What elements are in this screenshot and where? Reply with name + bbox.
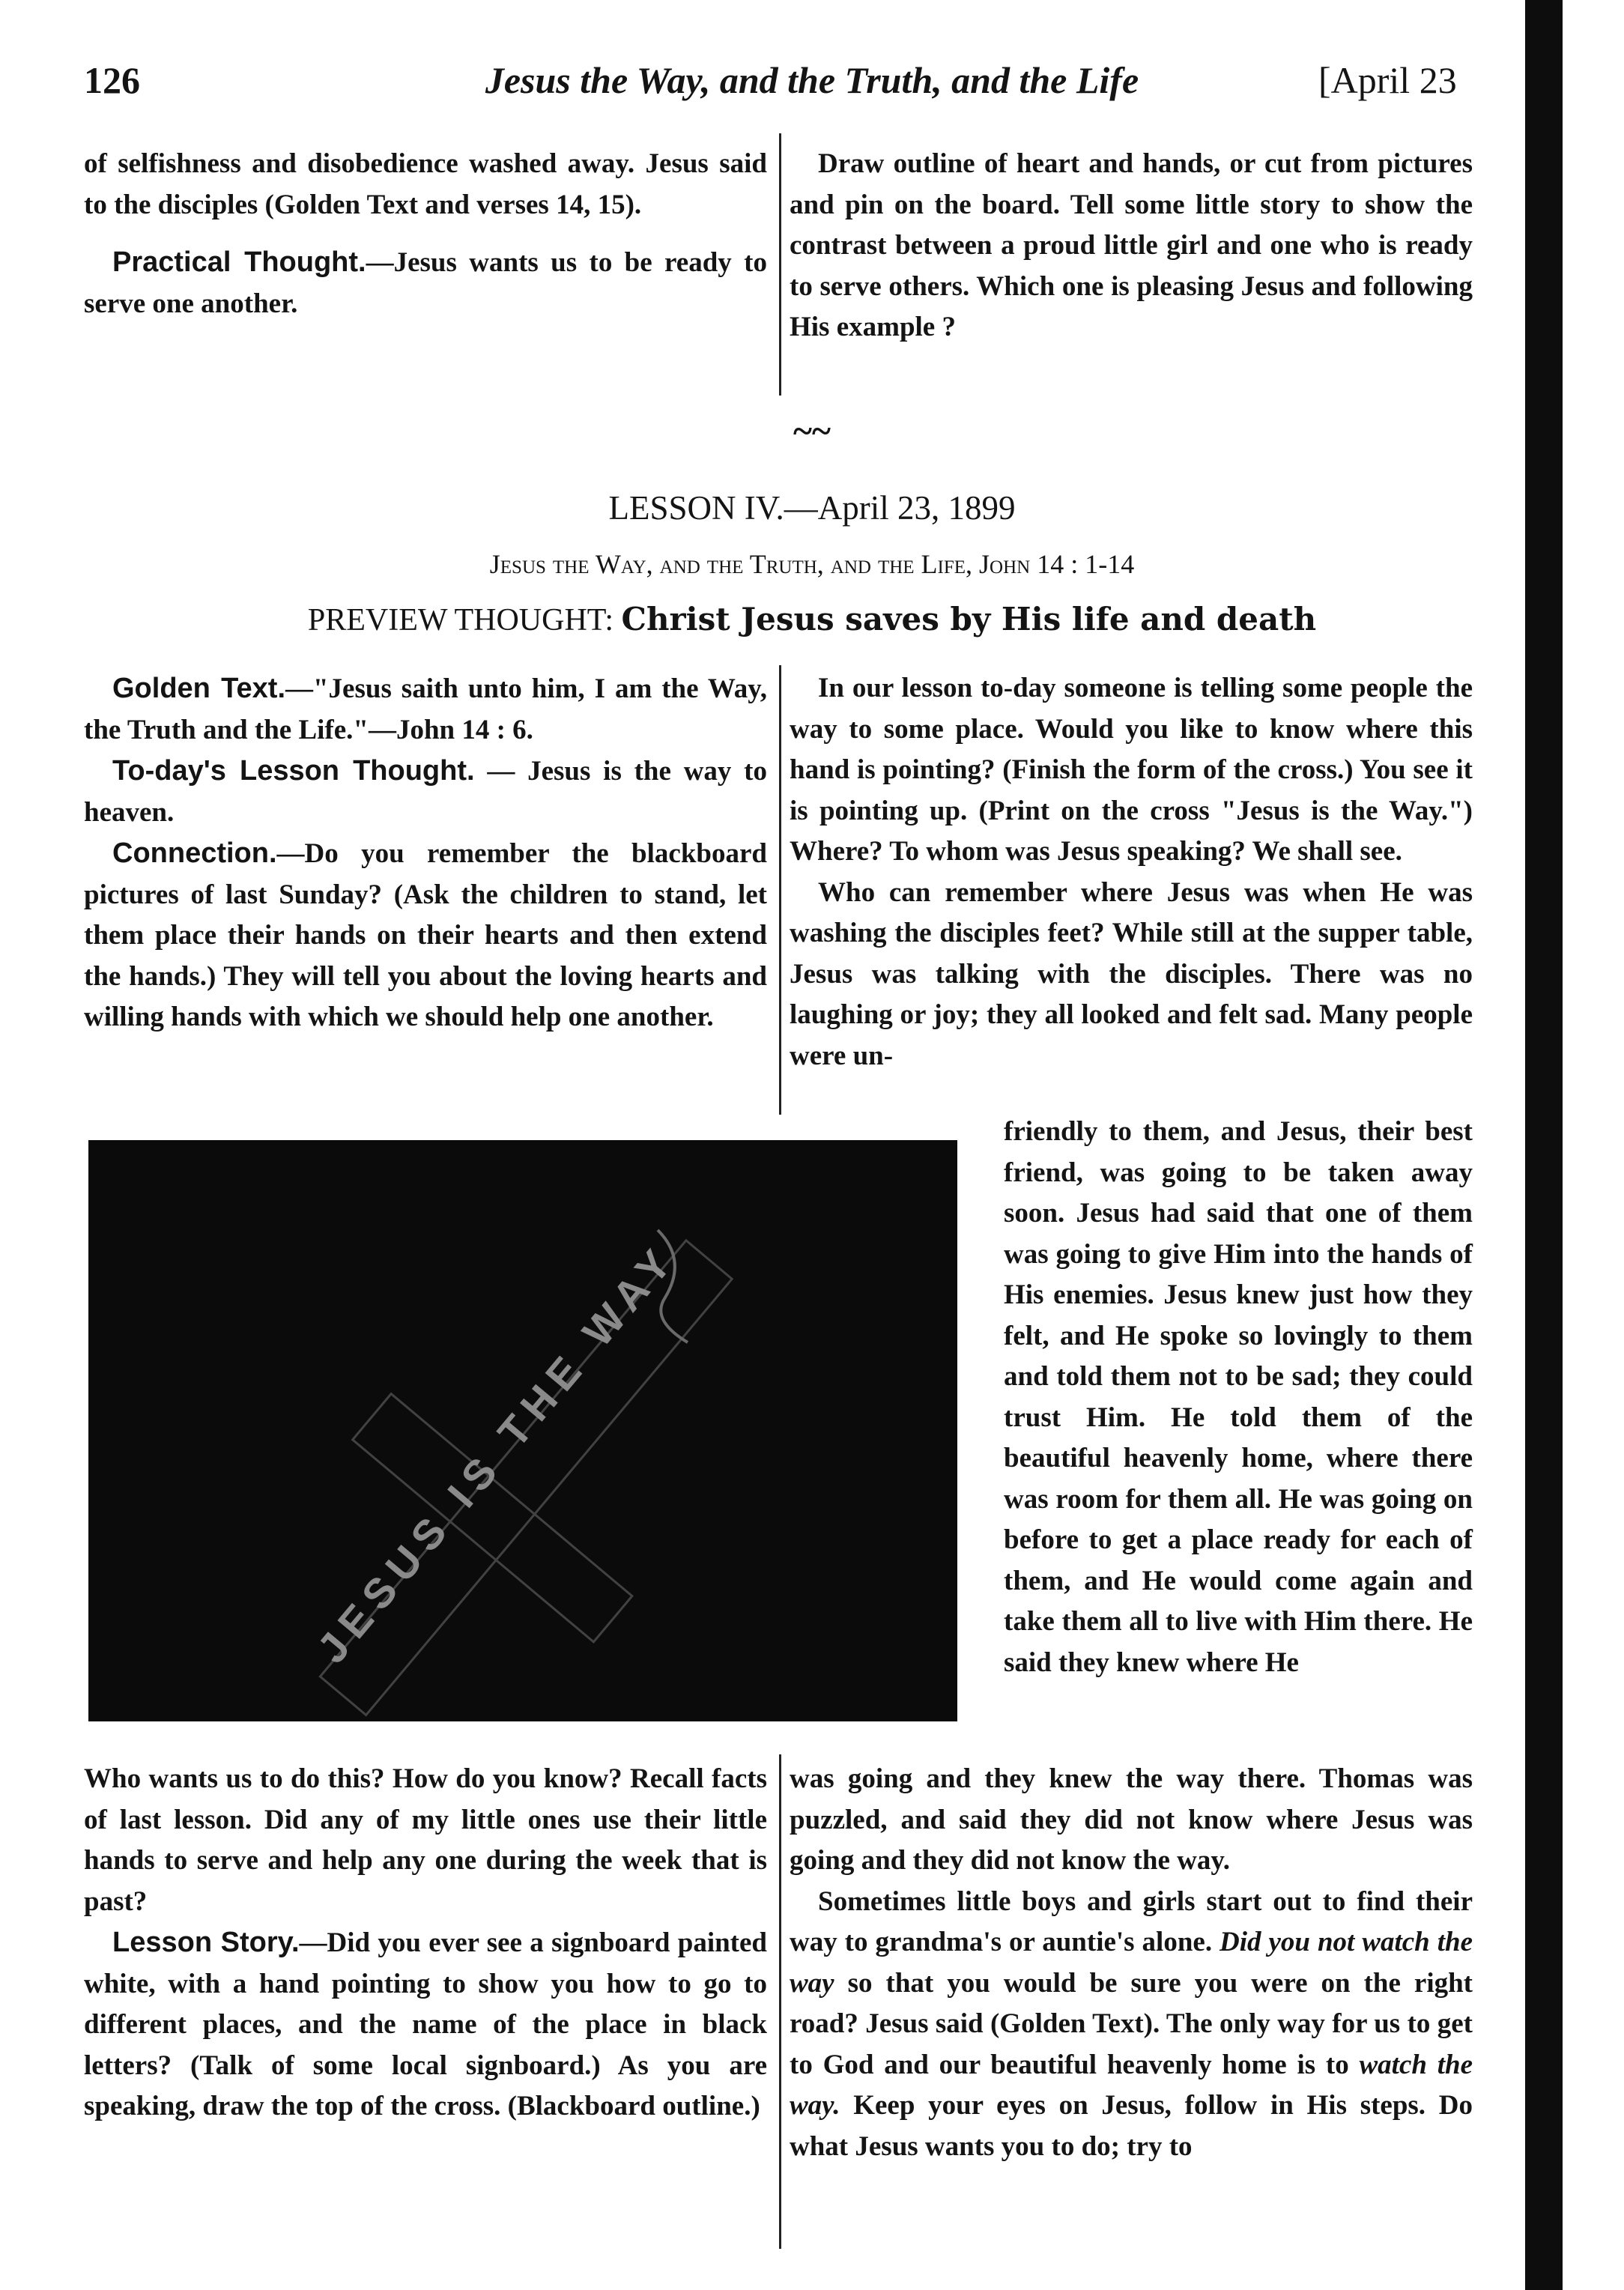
cross-inscription: JESUS IS THE WAY: [307, 1234, 686, 1672]
after-picture-paragraph: Who wants us to do this? How do you know? Recall facts of last lesson. Did any of my little ones use their little hands to serve and help any one during the week that is past?: [84, 1763, 767, 1917]
blackboard-cross-picture: [88, 1140, 957, 1721]
lesson-title: LESSON IV.—April 23, 1899: [608, 489, 1016, 527]
left-column-upper: [84, 668, 767, 1038]
running-date: [April 23: [1318, 59, 1457, 101]
preview-thought-text: Christ Jesus saves by His life and death: [621, 601, 1317, 637]
right-paragraph-1: In our lesson to-day someone is telling some people the way to some place. Would you like to know where this hand is pointing? (Finish the form of the cross.) You see it is pointing up. (Print on the cross "Jesus is the Way.") Where? To whom was Jesus speaking? We shall see.: [790, 673, 1473, 867]
right-paragraph-2-continued: friendly to them, and Jesus, their best friend, was going to be taken away soon. Jesus had said that one of them was going to give Him into the hands of His enemies. Jesus knew just how they felt, and He spoke so lovingly to them and told them not to be sad; they could trust Him. He told them of the beautiful heavenly home, where there was room for them all. He was going on before to get a place ready for each of them, and He would come again and take them all to live with Him there. He said they knew where He: [1004, 1116, 1473, 1678]
top-left-paragraph: of selfishness and disobedience washed away. Jesus said to the disciples (Golden Text and verses 14, 15).: [84, 148, 767, 220]
paragraph-3-emphasis-1: Did you not watch the way: [790, 1927, 1473, 1999]
paragraph-3-part-a: Sometimes little boys and girls start out to find their way to grandma's or auntie's alone.: [790, 1885, 1473, 1957]
right-column-upper: [790, 668, 1473, 1076]
top-left-column: [84, 144, 767, 324]
lesson-subtitle: Jesus the Way, and the Truth, and the Life, John 14 : 1-14: [489, 549, 1135, 579]
lesson-story-label: Lesson Story.: [112, 1927, 300, 1958]
connection-label: Connection.: [112, 837, 277, 869]
lesson-story: [84, 1922, 767, 2127]
right-column-lower: [790, 1759, 1473, 2167]
running-title: Jesus the Way, and the Truth, and the Life: [485, 59, 1139, 101]
column-divider-middle: [779, 665, 781, 1115]
preview-thought: [0, 601, 1624, 638]
ornament-divider: ~~: [793, 411, 831, 451]
paragraph-3-part-c: Keep your eyes on Jesus, follow in His steps. Do what Jesus wants you to do; try to: [790, 2090, 1473, 2162]
todays-lesson-thought: [84, 751, 767, 833]
connection-text: —Do you remember the blackboard pictures of last Sunday? (Ask the children to stand, let them place their hands on their hearts and then extend the hands.) They will tell you about the loving hearts and willing hands with which we should help one another.: [84, 838, 767, 1032]
right-column-narrow: [1004, 1112, 1473, 1683]
paragraph-3-part-b: so that you would be sure you were on the right road? Jesus said (Golden Text). The only way for us to get to God and our beautiful heavenly home is to: [790, 1967, 1473, 2080]
golden-text-body: —"Jesus saith unto him, I am the Way, the Truth and the Life."—John 14 : 6.: [84, 673, 767, 745]
practical-thought: [84, 242, 767, 324]
connection: [84, 833, 767, 1038]
cross-drawing: [88, 1140, 957, 1721]
column-divider-bottom: [779, 1754, 781, 2249]
top-right-paragraph: Draw outline of heart and hands, or cut from pictures and pin on the board. Tell some little story to show the contrast between a proud little girl and one who is ready to serve others. Which one is pleasing Jesus and following His example ?: [790, 148, 1473, 342]
todays-lesson-text: — Jesus is the way to heaven.: [84, 756, 767, 828]
practical-thought-label: Practical Thought.: [112, 246, 366, 278]
column-divider-top: [779, 133, 781, 396]
page-edge-shadow: [1525, 0, 1563, 2290]
golden-text: [84, 668, 767, 751]
right-paragraph-2: Who can remember where Jesus was when He was washing the disciples feet? While still at the supper table, Jesus was talking with the disciples. There was no laughing or joy; they all looked and felt sad. Many people were un-: [790, 876, 1473, 1071]
preview-thought-label: PREVIEW THOUGHT:: [307, 603, 614, 637]
practical-thought-text: —Jesus wants us to be ready to serve one another.: [84, 247, 767, 319]
right-paragraph-2-end: was going and they knew the way there. Thomas was puzzled, and said they did not know where Jesus was going and they did not know the way.: [790, 1763, 1473, 1876]
top-right-column: [790, 144, 1473, 348]
paragraph-3-emphasis-2: watch the way.: [790, 2049, 1473, 2121]
golden-text-label: Golden Text.: [112, 673, 286, 704]
lesson-story-text: —Did you ever see a signboard painted white, with a hand pointing to show you how to go to different places, and the name of the place in black letters? (Talk of some local signboard.) As you are speaking, draw the top of the cross. (Blackboard outline.): [84, 1927, 767, 2121]
right-paragraph-3: [790, 1882, 1473, 2168]
page-number: 126: [84, 59, 140, 101]
todays-lesson-label: To-day's Lesson Thought.: [112, 755, 475, 787]
left-column-lower: [84, 1759, 767, 2127]
